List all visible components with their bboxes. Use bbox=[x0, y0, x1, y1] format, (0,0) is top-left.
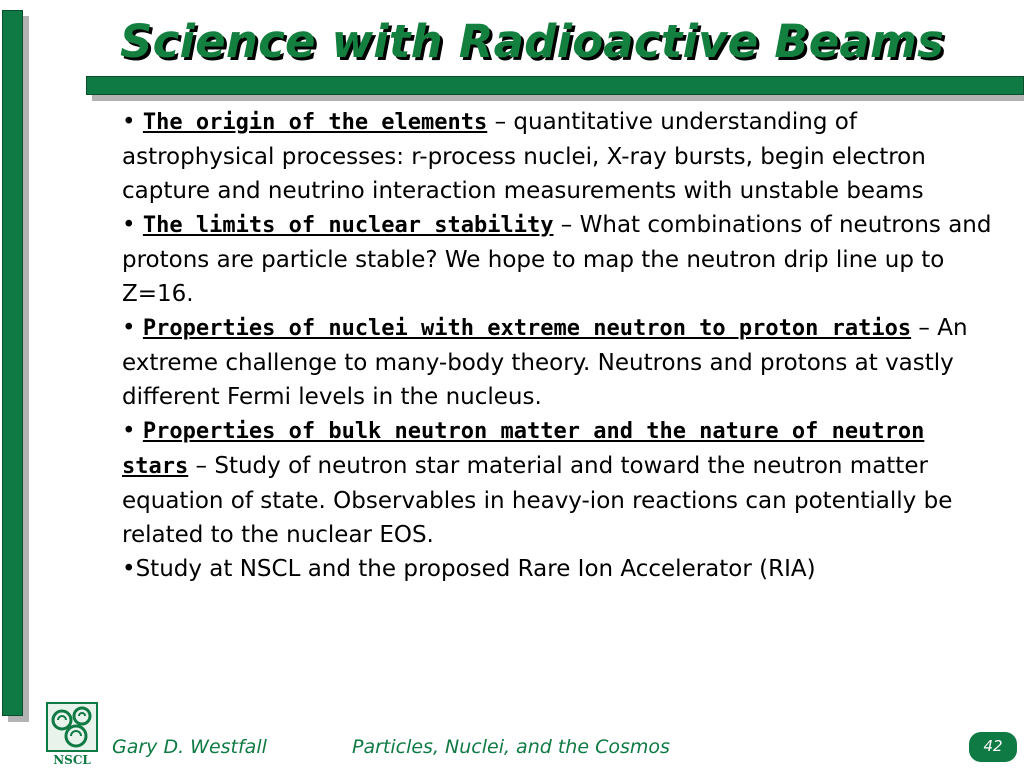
bullet-heading: The limits of nuclear stability bbox=[142, 213, 554, 238]
nscl-logo-icon bbox=[46, 702, 98, 766]
bullet-marker: • bbox=[122, 556, 136, 582]
bullet-item bbox=[122, 208, 1002, 311]
bullet-marker: • bbox=[122, 109, 143, 135]
bullet-item bbox=[122, 414, 1002, 552]
bullet-marker: • bbox=[122, 212, 143, 238]
footer-author: Gary D. Westfall bbox=[112, 736, 267, 758]
left-accent-bar bbox=[2, 10, 23, 716]
bullet-heading: Properties of bulk neutron matter and the nature of neutron stars bbox=[122, 419, 925, 479]
footer-course-title: Particles, Nuclei, and the Cosmos bbox=[352, 736, 670, 758]
bullet-heading: The origin of the elements bbox=[142, 110, 488, 135]
bullet-text: – Study of neutron star material and toward the neutron matter equation of state. Observables in heavy-ion reactions can potentially be related to the nuclear EOS. bbox=[122, 453, 953, 548]
bullet-heading: Properties of nuclei with extreme neutron to proton ratios bbox=[142, 316, 912, 341]
bullet-list bbox=[122, 105, 1002, 587]
bullet-item bbox=[122, 311, 1002, 414]
bullet-text: – quantitative understanding of astrophysical processes: r-process nuclei, X-ray bursts, begin electron capture and neutrino interaction measurements with unstable beams bbox=[122, 109, 926, 204]
bullet-marker: • bbox=[122, 418, 143, 444]
logo-text: NSCL bbox=[53, 753, 91, 766]
slide-title: Science with Radioactive Beams bbox=[120, 15, 945, 68]
bullet-item bbox=[122, 552, 1002, 587]
bullet-item bbox=[122, 105, 1002, 208]
page-number-badge: 42 bbox=[969, 732, 1017, 762]
bullet-text: – What combinations of neutrons and protons are particle stable? We hope to map the neutron drip line up to Z=16. bbox=[122, 212, 992, 307]
bullet-marker: • bbox=[122, 315, 143, 341]
title-underline-bar bbox=[86, 76, 1024, 95]
bullet-text: Study at NSCL and the proposed Rare Ion Accelerator (RIA) bbox=[135, 556, 816, 582]
bullet-text: – An extreme challenge to many-body theory. Neutrons and protons at vastly different Fermi levels in the nucleus. bbox=[122, 315, 968, 410]
